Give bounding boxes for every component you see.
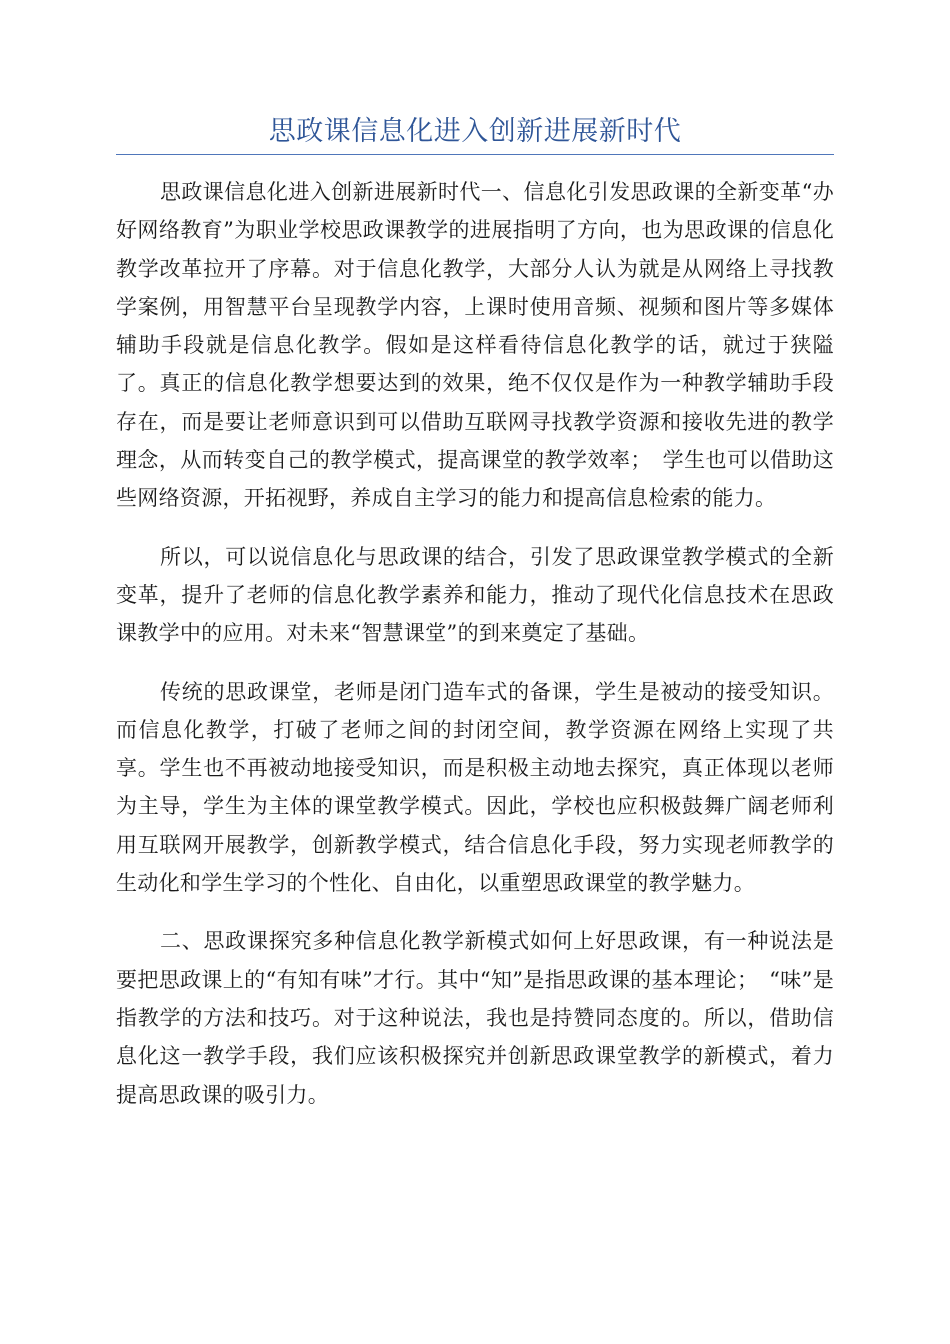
paragraph-3: 传统的思政课堂，老师是闭门造车式的备课，学生是被动的接受知识。而信息化教学，打破了老师之间的封闭空间，教学资源在网络上实现了共享。学生也不再被动地接受知识，而是积极主动地去探究，真正体现以老师为主导，学生为主体的课堂教学模式。因此，学校也应积极鼓舞广阔老师利用互联网开展教学，创新教学模式，结合信息化手段，努力实现老师教学的生动化和学生学习的个性化、自由化，以重塑思政课堂的教学魅力。	[116, 679, 834, 896]
page-title: 思政课信息化进入创新进展新时代	[268, 116, 682, 147]
paragraph-1: 思政课信息化进入创新进展新时代一、信息化引发思政课的全新变革“办好网络教育”为职业学校思政课教学的进展指明了方向，也为思政课的信息化教学改革拉开了序幕。对于信息化教学，大部分人认为就是从网络上寻找教学案例，用智慧平台呈现教学内容，上课时使用音频、视频和图片等多媒体辅助手段就是信息化教学。假如是这样看待信息化教学的话，就过于狭隘了。真正的信息化教学想要达到的效果，绝不仅仅是作为一种教学辅助手段存在，而是要让老师意识到可以借助互联网寻找教学资源和接收先进的教学理念，从而转变自己的教学模式，提高课堂的教学效率； 学生也可以借助这些网络资源，开拓视野，养成自主学习的能力和提高信息检索的能力。	[116, 180, 834, 511]
document-body	[116, 173, 834, 1134]
paragraph-4: 二、思政课探究多种信息化教学新模式如何上好思政课，有一种说法是要把思政课上的“有知有味”才行。其中“知”是指思政课的基本理论； “味”是指教学的方法和技巧。对于这种说法，我也是持赞同态度的。所以，借助信息化这一教学手段，我们应该积极探究并创新思政课堂教学的新模式，着力提高思政课的吸引力。	[116, 929, 834, 1107]
title-underline	[116, 154, 834, 155]
paragraph-2: 所以，可以说信息化与思政课的结合，引发了思政课堂教学模式的全新变革，提升了老师的信息化教学素养和能力，推动了现代化信息技术在思政课教学中的应用。对未来“智慧课堂”的到来奠定了基础。	[116, 544, 834, 646]
